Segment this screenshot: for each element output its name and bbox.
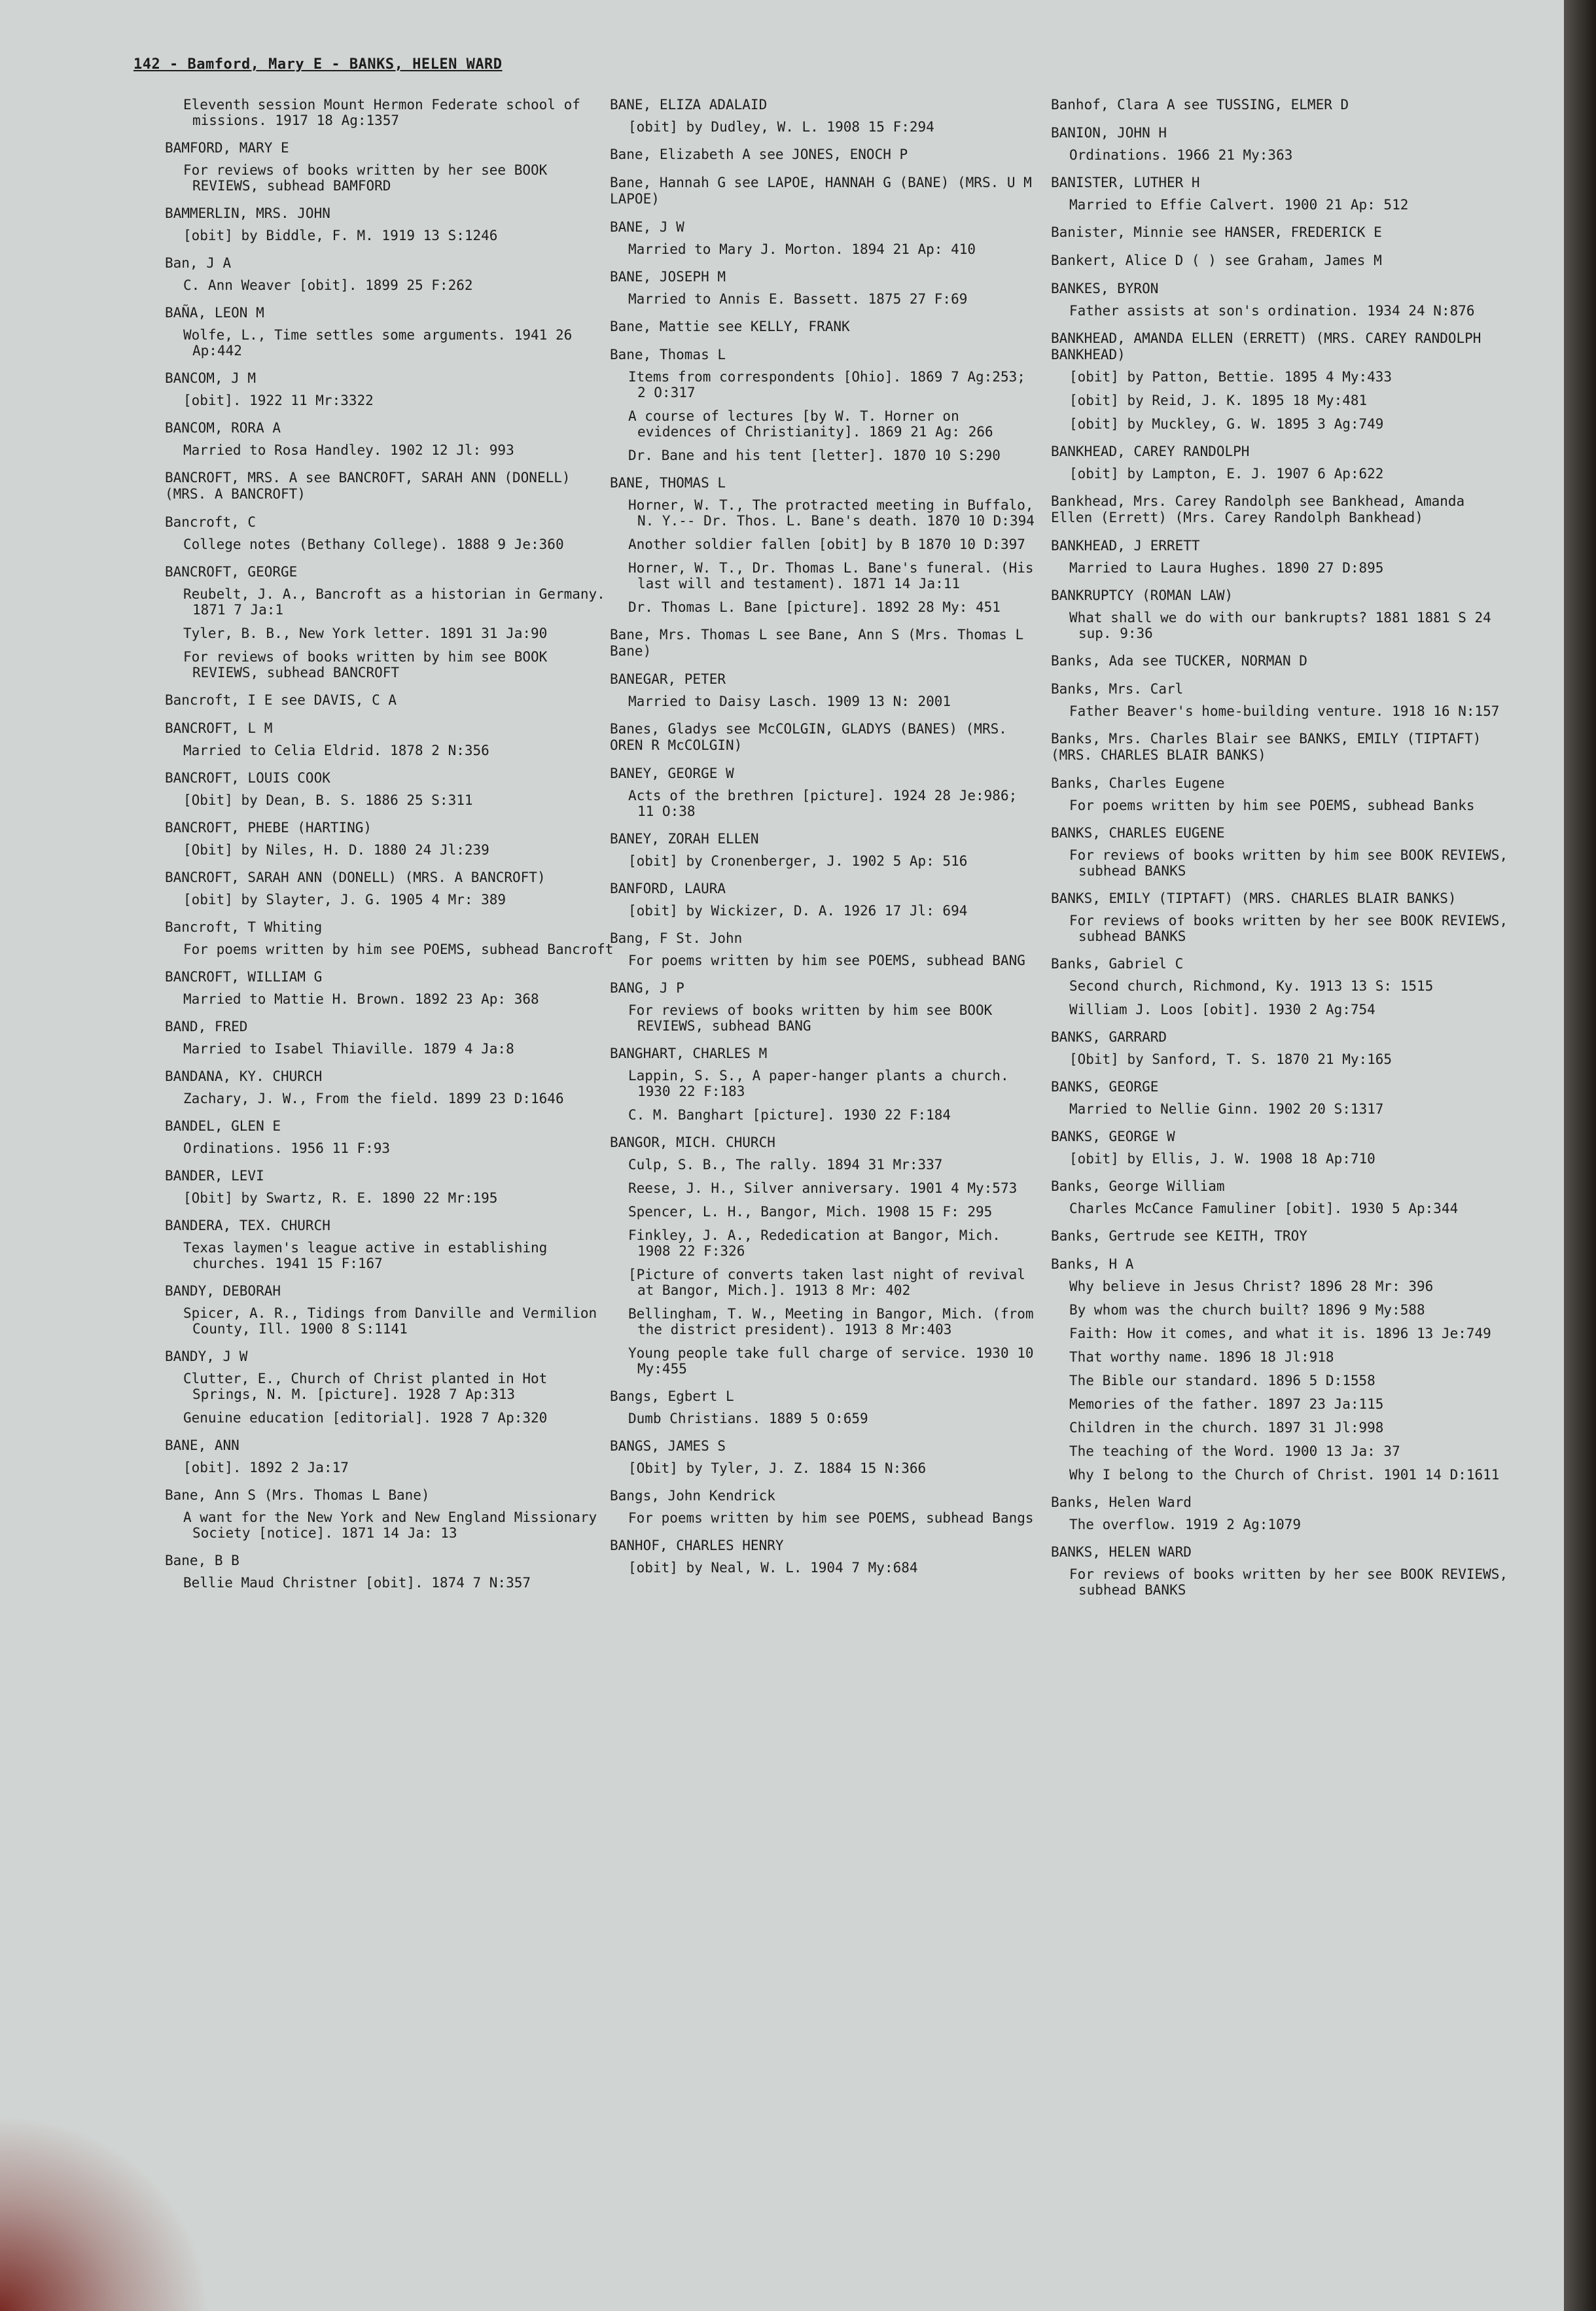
index-entry (165, 370, 616, 408)
entry-heading: Banks, Mrs. Charles Blair see BANKS, EMILY (TIPTAFT) (MRS. CHARLES BLAIR BANKS) (1051, 731, 1481, 763)
index-entry (1051, 775, 1509, 813)
index-entry (1051, 1256, 1509, 1483)
index-entry (1051, 444, 1509, 482)
index-entry (610, 475, 1042, 615)
index-entry (1051, 493, 1509, 526)
entry-citation: Tyler, B. B., New York letter. 1891 31 Ja:90 (183, 626, 548, 641)
index-entry (1051, 588, 1509, 641)
entry-citation: Ordinations. 1956 11 F:93 (183, 1140, 391, 1156)
entry-heading: BANION, JOHN H (1051, 125, 1167, 141)
index-entry (610, 980, 1042, 1034)
entry-citation: Second church, Richmond, Ky. 1913 13 S: 1515 (1069, 978, 1434, 994)
entry-heading: Bancroft, T Whiting (165, 919, 323, 935)
entry-citation: Reese, J. H., Silver anniversary. 1901 4 My:573 (628, 1180, 1018, 1196)
entry-heading: BANCROFT, WILLIAM G (165, 969, 323, 985)
entry-citation: Reubelt, J. A., Bancroft as a historian in Germany. 1871 7 Ja:1 (183, 586, 605, 618)
index-entry (165, 692, 616, 709)
index-entry (1051, 125, 1509, 163)
index-entry (165, 720, 616, 758)
index-entry (165, 1118, 616, 1156)
page-header: 142 - Bamford, Mary E - BANKS, HELEN WARD (133, 56, 503, 73)
index-entry (1051, 1178, 1509, 1216)
index-entry (165, 305, 616, 359)
entry-heading: BANKHEAD, AMANDA ELLEN (ERRETT) (MRS. CAREY RANDOLPH BANKHEAD) (1051, 330, 1481, 362)
entry-heading: BAMFORD, MARY E (165, 140, 289, 156)
index-entry (1051, 956, 1509, 1017)
entry-citation: The teaching of the Word. 1900 13 Ja: 37 (1069, 1443, 1400, 1459)
index-entry (1051, 653, 1509, 669)
entry-citation: Married to Mattie H. Brown. 1892 23 Ap: 368 (183, 991, 539, 1007)
entry-citation: Genuine education [editorial]. 1928 7 Ap:320 (183, 1410, 548, 1426)
index-entry (1051, 891, 1509, 944)
entry-citation: For poems written by him see POEMS, subhead Bancroft (183, 942, 614, 957)
entry-citation: [Obit] by Sanford, T. S. 1870 21 My:165 (1069, 1051, 1392, 1067)
entry-heading: BANISTER, LUTHER H (1051, 175, 1200, 190)
entry-citation: Spencer, L. H., Bangor, Mich. 1908 15 F: 295 (628, 1204, 993, 1220)
column-1 (165, 97, 616, 1602)
entry-citation: [obit] by Cronenberger, J. 1902 5 Ap: 516 (628, 853, 968, 869)
entry-heading: Ban, J A (165, 255, 232, 271)
entry-citation: [obit] by Neal, W. L. 1904 7 My:684 (628, 1560, 918, 1576)
entry-citation: Dr. Bane and his tent [letter]. 1870 10 S:290 (628, 448, 1001, 463)
entry-citation: Lappin, S. S., A paper-hanger plants a church. 1930 22 F:183 (628, 1068, 1009, 1099)
index-entry (610, 721, 1042, 754)
entry-citation: Bellie Maud Christner [obit]. 1874 7 N:357 (183, 1575, 531, 1591)
entry-heading: BAÑA, LEON M (165, 305, 264, 321)
index-entry (165, 1487, 616, 1541)
index-entry (165, 870, 616, 908)
index-entry (165, 1218, 616, 1271)
entry-citation: Finkley, J. A., Rededication at Bangor, Mich. 1908 22 F:326 (628, 1227, 1001, 1259)
entry-heading: Banks, Mrs. Carl (1051, 681, 1184, 697)
index-entry (165, 205, 616, 243)
entry-heading: Banhof, Clara A see TUSSING, ELMER D (1051, 97, 1349, 113)
index-entry (1051, 175, 1509, 213)
entry-heading: Bane, B B (165, 1553, 239, 1568)
entry-citation: Spicer, A. R., Tidings from Danville and Vermilion County, Ill. 1900 8 S:1141 (183, 1305, 597, 1337)
book-spine (1564, 0, 1596, 2311)
column-2 (610, 97, 1042, 1587)
index-entry (165, 140, 616, 194)
index-entry (165, 820, 616, 858)
entry-heading: BANKES, BYRON (1051, 281, 1159, 296)
entry-citation: For poems written by him see POEMS, subhead BANG (628, 953, 1025, 968)
entry-heading: BANKS, HELEN WARD (1051, 1544, 1192, 1560)
entry-citation: [obit] by Patton, Bettie. 1895 4 My:433 (1069, 369, 1392, 385)
index-entry (610, 766, 1042, 819)
index-entry (165, 255, 616, 293)
entry-heading: BANDERA, TEX. CHURCH (165, 1218, 330, 1233)
entry-citation: For reviews of books written by him see BOOK REVIEWS, subhead BANCROFT (183, 649, 548, 680)
index-entry (610, 627, 1042, 660)
index-entry (1051, 330, 1509, 432)
entry-citation: Clutter, E., Church of Christ planted in Hot Springs, N. M. [picture]. 1928 7 Ap:313 (183, 1371, 548, 1402)
entry-citation: Ordinations. 1966 21 My:363 (1069, 147, 1293, 163)
entry-citation: C. M. Banghart [picture]. 1930 22 F:184 (628, 1107, 951, 1123)
entry-heading: Bang, F St. John (610, 930, 743, 946)
entry-citation: That worthy name. 1896 18 Jl:918 (1069, 1349, 1334, 1365)
entry-heading: BANCROFT, GEORGE (165, 564, 298, 580)
index-entry (165, 564, 616, 680)
entry-citation: Married to Daisy Lasch. 1909 13 N: 2001 (628, 694, 951, 709)
entry-heading: Bangs, Egbert L (610, 1388, 734, 1404)
entry-heading: BANE, JOSEPH M (610, 269, 726, 285)
entry-citation: [obit] by Slayter, J. G. 1905 4 Mr: 389 (183, 892, 506, 908)
index-entry (610, 1438, 1042, 1476)
entry-citation: Memories of the father. 1897 23 Ja:115 (1069, 1396, 1384, 1412)
index-entry (610, 1388, 1042, 1426)
entry-heading: BANE, THOMAS L (610, 475, 726, 491)
index-entry (610, 831, 1042, 869)
entry-citation: For poems written by him see POEMS, subhead Bangs (628, 1510, 1034, 1526)
page-corner-shadow (0, 2115, 209, 2311)
entry-heading: BANHOF, CHARLES HENRY (610, 1538, 784, 1553)
index-entry (1051, 253, 1509, 269)
entry-citation: Texas laymen's league active in establishing churches. 1941 15 F:167 (183, 1240, 548, 1271)
index-entry (1051, 825, 1509, 879)
entry-citation: Married to Nellie Ginn. 1902 20 S:1317 (1069, 1101, 1384, 1117)
entry-heading: Bane, Thomas L (610, 347, 726, 362)
entry-heading: BANKHEAD, CAREY RANDOLPH (1051, 444, 1250, 459)
entry-heading: Bankert, Alice D ( ) see Graham, James M (1051, 253, 1382, 268)
entry-citation: Children in the church. 1897 31 Jl:998 (1069, 1420, 1384, 1436)
entry-heading: BANFORD, LAURA (610, 881, 726, 896)
entry-heading: Banks, Gabriel C (1051, 956, 1184, 972)
index-entry (1051, 281, 1509, 319)
entry-heading: Bane, Mattie see KELLY, FRANK (610, 319, 850, 334)
index-entry (1051, 224, 1509, 241)
entry-heading: BANKS, EMILY (TIPTAFT) (MRS. CHARLES BLAIR BANKS) (1051, 891, 1457, 906)
entry-heading: BANCROFT, PHEBE (HARTING) (165, 820, 372, 836)
index-entry (1051, 1544, 1509, 1598)
entry-citation: William J. Loos [obit]. 1930 2 Ag:754 (1069, 1002, 1375, 1017)
entry-citation: Dr. Thomas L. Bane [picture]. 1892 28 My: 451 (628, 599, 1001, 615)
entry-citation: Acts of the brethren [picture]. 1924 28 Je:986; 11 O:38 (628, 788, 1018, 819)
entry-heading: BANE, J W (610, 219, 684, 235)
entry-heading: BANG, J P (610, 980, 684, 996)
entry-heading: Banks, George William (1051, 1178, 1225, 1194)
entry-citation: Married to Effie Calvert. 1900 21 Ap: 512 (1069, 197, 1409, 213)
entry-citation: [obit] by Ellis, J. W. 1908 18 Ap:710 (1069, 1151, 1375, 1167)
index-entry (1051, 1029, 1509, 1067)
entry-citation: College notes (Bethany College). 1888 9 Je:360 (183, 537, 564, 552)
entry-citation: For reviews of books written by her see BOOK REVIEWS, subhead BAMFORD (183, 162, 548, 194)
entry-heading: BANDANA, KY. CHURCH (165, 1068, 323, 1084)
index-entry (165, 420, 616, 458)
index-entry (165, 919, 616, 957)
entry-citation: [Obit] by Niles, H. D. 1880 24 Jl:239 (183, 842, 489, 858)
entry-heading: BANGHART, CHARLES M (610, 1046, 768, 1061)
entry-heading: BANDY, J W (165, 1349, 248, 1364)
entry-heading: BANGOR, MICH. CHURCH (610, 1135, 775, 1150)
entry-citation: A course of lectures [by W. T. Horner on evidences of Christianity]. 1869 21 Ag: 266 (628, 408, 993, 440)
entry-heading: BANDEL, GLEN E (165, 1118, 281, 1134)
index-entry (610, 1046, 1042, 1123)
entry-heading: BANCOM, J M (165, 370, 257, 386)
entry-heading: BANDY, DEBORAH (165, 1283, 281, 1299)
entry-heading: BANE, ANN (165, 1438, 239, 1453)
index-entry (165, 969, 616, 1007)
entry-heading: BANKS, GEORGE W (1051, 1129, 1175, 1144)
entry-heading: Bankhead, Mrs. Carey Randolph see Bankhead, Amanda Ellen (Errett) (Mrs. Carey Randolph Bankhead) (1051, 493, 1465, 525)
entry-citation: Items from correspondents [Ohio]. 1869 7 Ag:253; 2 O:317 (628, 369, 1025, 400)
entry-heading: BANCOM, RORA A (165, 420, 281, 436)
entry-citation: For poems written by him see POEMS, subhead Banks (1069, 798, 1475, 813)
entry-heading: BANCROFT, MRS. A see BANCROFT, SARAH ANN (DONELL) (MRS. A BANCROFT) (165, 470, 571, 502)
entry-citation: Why believe in Jesus Christ? 1896 28 Mr: 396 (1069, 1279, 1434, 1294)
entry-heading: Banister, Minnie see HANSER, FREDERICK E (1051, 224, 1382, 240)
index-entry (165, 1438, 616, 1475)
entry-citation: Young people take full charge of service. 1930 10 My:455 (628, 1345, 1034, 1377)
entry-heading: Banks, H A (1051, 1256, 1134, 1272)
entry-citation: Married to Isabel Thiaville. 1879 4 Ja:8 (183, 1041, 514, 1057)
entry-heading: BANKS, GARRARD (1051, 1029, 1167, 1045)
entry-citation: The Bible our standard. 1896 5 D:1558 (1069, 1373, 1375, 1388)
entry-citation: Married to Celia Eldrid. 1878 2 N:356 (183, 743, 489, 758)
entry-citation: Horner, W. T., The protracted meeting in Buffalo, N. Y.-- Dr. Thos. L. Bane's death. 1870 10 D:394 (628, 497, 1035, 529)
index-entry (165, 470, 616, 503)
index-entry (165, 1168, 616, 1206)
entry-heading: BANCROFT, LOUIS COOK (165, 770, 330, 786)
entry-citation: [obit] by Muckley, G. W. 1895 3 Ag:749 (1069, 416, 1384, 432)
entry-heading: Bane, Mrs. Thomas L see Bane, Ann S (Mrs. Thomas L Bane) (610, 627, 1024, 659)
entry-citation: Another soldier fallen [obit] by B 1870 10 D:397 (628, 537, 1025, 552)
entry-citation: Zachary, J. W., From the field. 1899 23 D:1646 (183, 1091, 564, 1106)
entry-citation: Charles McCance Famuliner [obit]. 1930 5 Ap:344 (1069, 1201, 1459, 1216)
entry-citation: [obit] by Lampton, E. J. 1907 6 Ap:622 (1069, 466, 1384, 482)
index-entry (1051, 538, 1509, 576)
entry-heading: Bancroft, C (165, 514, 257, 530)
index-entry (610, 347, 1042, 463)
entry-heading: BANKHEAD, J ERRETT (1051, 538, 1200, 554)
entry-heading: Banks, Ada see TUCKER, NORMAN D (1051, 653, 1307, 669)
entry-citation: Dumb Christians. 1889 5 O:659 (628, 1411, 868, 1426)
index-entry (610, 1488, 1042, 1526)
entry-heading: BANKS, GEORGE (1051, 1079, 1159, 1095)
index-entry (610, 1538, 1042, 1576)
index-entry (165, 770, 616, 808)
index-entry (610, 147, 1042, 163)
entry-citation: [Obit] by Tyler, J. Z. 1884 15 N:366 (628, 1460, 927, 1476)
index-entry (610, 881, 1042, 919)
entry-heading: Banks, Gertrude see KEITH, TROY (1051, 1228, 1307, 1244)
entry-heading: BANCROFT, SARAH ANN (DONELL) (MRS. A BANCROFT) (165, 870, 546, 885)
entry-citation: A want for the New York and New England Missionary Society [notice]. 1871 14 Ja: 13 (183, 1509, 597, 1541)
entry-citation: What shall we do with our bankrupts? 1881 1881 S 24 sup. 9:36 (1069, 610, 1491, 641)
entry-citation: Why I belong to the Church of Christ. 1901 14 D:1611 (1069, 1467, 1500, 1483)
entry-citation: By whom was the church built? 1896 9 My:588 (1069, 1302, 1425, 1318)
entry-citation: [Picture of converts taken last night of revival at Bangor, Mich.]. 1913 8 Mr: 402 (628, 1267, 1025, 1298)
entry-citation: For reviews of books written by him see BOOK REVIEWS, subhead BANKS (1069, 847, 1508, 879)
entry-citation: [obit] by Wickizer, D. A. 1926 17 Jl: 694 (628, 903, 968, 919)
entry-citation: Father Beaver's home-building venture. 1918 16 N:157 (1069, 703, 1500, 719)
entry-heading: Bangs, John Kendrick (610, 1488, 775, 1504)
entry-citation: Married to Annis E. Bassett. 1875 27 F:69 (628, 291, 968, 307)
entry-heading: Banks, Charles Eugene (1051, 775, 1225, 791)
column-3 (1051, 97, 1509, 1610)
entry-citation: [Obit] by Swartz, R. E. 1890 22 Mr:195 (183, 1190, 498, 1206)
entry-citation: Eleventh session Mount Hermon Federate school of missions. 1917 18 Ag:1357 (183, 97, 580, 128)
entry-heading: BANCROFT, L M (165, 720, 273, 736)
entry-citation: [obit]. 1892 2 Ja:17 (183, 1460, 349, 1475)
entry-citation: Faith: How it comes, and what it is. 1896 13 Je:749 (1069, 1326, 1491, 1341)
entry-citation: [Obit] by Dean, B. S. 1886 25 S:311 (183, 792, 473, 808)
index-entry (1051, 97, 1509, 113)
entry-citation: Married to Mary J. Morton. 1894 21 Ap: 410 (628, 241, 976, 257)
index-entry (1051, 1494, 1509, 1532)
entry-citation: The overflow. 1919 2 Ag:1079 (1069, 1517, 1302, 1532)
index-entry (165, 1068, 616, 1106)
index-entry (165, 1349, 616, 1426)
entry-citation: For reviews of books written by her see BOOK REVIEWS, subhead BANKS (1069, 1566, 1508, 1598)
entry-citation: [obit] by Biddle, F. M. 1919 13 S:1246 (183, 228, 498, 243)
entry-citation: [obit] by Dudley, W. L. 1908 15 F:294 (628, 119, 934, 135)
index-entry (165, 97, 616, 128)
entry-citation: [obit] by Reid, J. K. 1895 18 My:481 (1069, 393, 1368, 408)
entry-citation: [obit]. 1922 11 Mr:3322 (183, 393, 374, 408)
index-entry (1051, 1079, 1509, 1117)
entry-heading: BANGS, JAMES S (610, 1438, 726, 1454)
entry-citation: Wolfe, L., Time settles some arguments. 1941 26 Ap:442 (183, 327, 573, 359)
entry-heading: BANKS, CHARLES EUGENE (1051, 825, 1225, 841)
index-entry (610, 930, 1042, 968)
entry-citation: Father assists at son's ordination. 1934 24 N:876 (1069, 303, 1475, 319)
entry-heading: BAMMERLIN, MRS. JOHN (165, 205, 330, 221)
entry-citation: Married to Rosa Handley. 1902 12 Jl: 993 (183, 442, 514, 458)
entry-heading: Banes, Gladys see McCOLGIN, GLADYS (BANES) (MRS. OREN R McCOLGIN) (610, 721, 1007, 753)
index-entry (1051, 731, 1509, 764)
index-entry (165, 1019, 616, 1057)
entry-citation: Horner, W. T., Dr. Thomas L. Bane's funeral. (His last will and testament). 1871 14 Ja:11 (628, 560, 1034, 591)
entry-citation: For reviews of books written by her see BOOK REVIEWS, subhead BANKS (1069, 913, 1508, 944)
index-entry (165, 1553, 616, 1591)
index-entry (610, 175, 1042, 207)
entry-citation: Married to Laura Hughes. 1890 27 D:895 (1069, 560, 1384, 576)
entry-heading: BANDER, LEVI (165, 1168, 264, 1184)
index-entry (610, 671, 1042, 709)
entry-heading: BANEGAR, PETER (610, 671, 726, 687)
index-entry (610, 1135, 1042, 1377)
entry-citation: Culp, S. B., The rally. 1894 31 Mr:337 (628, 1157, 943, 1173)
index-entry (610, 319, 1042, 335)
entry-heading: Bane, Elizabeth A see JONES, ENOCH P (610, 147, 908, 162)
entry-heading: Bancroft, I E see DAVIS, C A (165, 692, 397, 708)
entry-heading: BANKRUPTCY (ROMAN LAW) (1051, 588, 1233, 603)
index-entry (165, 514, 616, 552)
index-entry (165, 1283, 616, 1337)
entry-heading: BANEY, ZORAH ELLEN (610, 831, 759, 847)
entry-heading: Bane, Ann S (Mrs. Thomas L Bane) (165, 1487, 430, 1503)
index-entry (610, 219, 1042, 257)
index-entry (1051, 1228, 1509, 1244)
entry-heading: BANEY, GEORGE W (610, 766, 734, 781)
index-entry (610, 269, 1042, 307)
entry-heading: Banks, Helen Ward (1051, 1494, 1192, 1510)
entry-heading: Bane, Hannah G see LAPOE, HANNAH G (BANE) (MRS. U M LAPOE) (610, 175, 1032, 207)
entry-citation: Bellingham, T. W., Meeting in Bangor, Mich. (from the district president). 1913 8 Mr:403 (628, 1306, 1034, 1337)
entry-citation: For reviews of books written by him see BOOK REVIEWS, subhead BANG (628, 1002, 993, 1034)
entry-citation: C. Ann Weaver [obit]. 1899 25 F:262 (183, 277, 473, 293)
index-entry (610, 97, 1042, 135)
index-entry (1051, 681, 1509, 719)
index-entry (1051, 1129, 1509, 1167)
entry-heading: BANE, ELIZA ADALAID (610, 97, 768, 113)
entry-heading: BAND, FRED (165, 1019, 248, 1034)
